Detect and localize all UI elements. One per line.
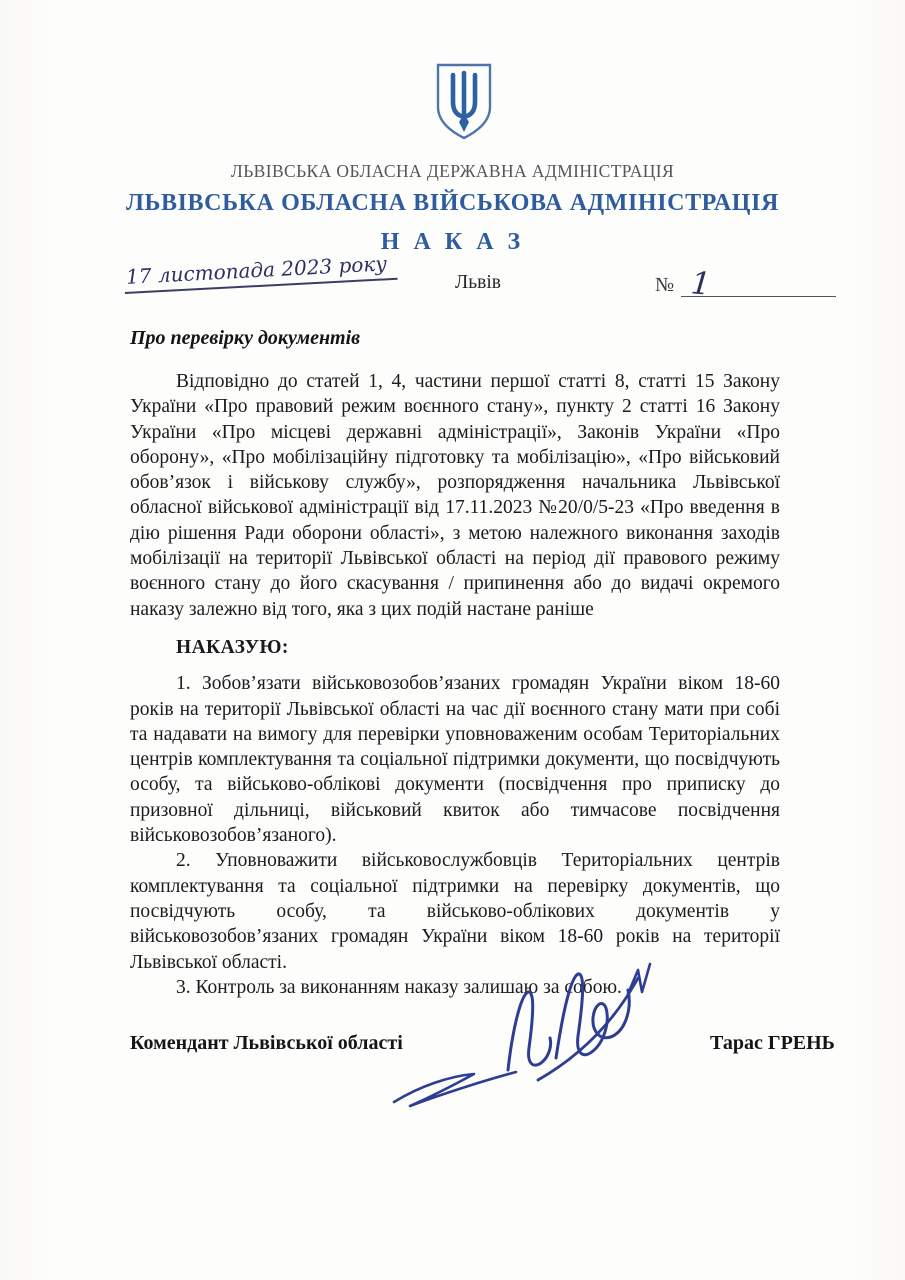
number-sign: № (655, 274, 675, 296)
order-item-2: 2. Уповноважити військовослужбовців Територіальних центрів комплектування та соціальної підтримки на перевірку документів, що посвідчують особу, та військово-облікових документів у військовозобов’язаних громадян України віком 18-60 років на території Львівської області. (130, 850, 780, 973)
trident-glyph (453, 73, 475, 118)
ukraine-trident-icon (433, 62, 495, 142)
order-item-1: 1. Зобов’язати військовозобов’язаних громадян України віком 18-60 років на території Львівської області на час дії воєнного стану мати при собі та надавати на вимогу для перевірки уповноваженим особам Територіальних центрів комплектування та соціальної підтримки документи, що посвідчують особу, та військово-облікові документи (посвідчення про приписку до призовної дільниці, військовий квиток або тимчасове посвідчення військовозобов’язаного). (130, 673, 780, 847)
document-number (655, 265, 836, 303)
signatory-position: Комендант Львівської області (130, 1032, 403, 1054)
order-keyword: НАКАЗУЮ: (176, 636, 289, 658)
org-name-military-administration: ЛЬВІВСЬКА ОБЛАСНА ВІЙСЬКОВА АДМІНІСТРАЦІЯ (126, 190, 779, 216)
document-type-title: Н А К А З (380, 229, 525, 255)
order-item-3: 3. Контроль за виконанням наказу залишаю за собою. (176, 976, 622, 998)
handwritten-date: 17 листопада 2023 року (123, 249, 397, 294)
org-name-state-administration: ЛЬВІВСЬКА ОБЛАСНА ДЕРЖАВНА АДМІНІСТРАЦІЯ (230, 161, 675, 181)
handwritten-signature-icon (388, 948, 668, 1120)
handwritten-number-value: 1 (689, 265, 713, 303)
preamble-paragraph: Відповідно до статей 1, 4, частини першої статті 8, статті 15 Закону України «Про правовий режим воєнного стану», пункту 2 статті 16 Закону України «Про місцеві державні адміністрації», Законів України «Про оборону», «Про мобілізаційну підготовку та мобілізацію», «Про військовий обов’язок і військову службу», розпорядження начальника Львівської обласної військової адміністрації від 17.11.2023 №20/0/5-23 «Про введення в дію рішення Ради оборони області», з метою належного виконання заходів мобілізації на території Львівської області на період дії правового режиму воєнного стану до його скасування / припинення або до видачі окремого наказу залежно від того, яка з цих подій настане раніше (130, 371, 780, 620)
document-subject: Про перевірку документів (130, 327, 361, 349)
signatory-name: Тарас ГРЕНЬ (710, 1032, 835, 1054)
document-body (130, 369, 780, 1000)
city-label: Львів (455, 272, 501, 293)
number-underline (681, 265, 836, 303)
